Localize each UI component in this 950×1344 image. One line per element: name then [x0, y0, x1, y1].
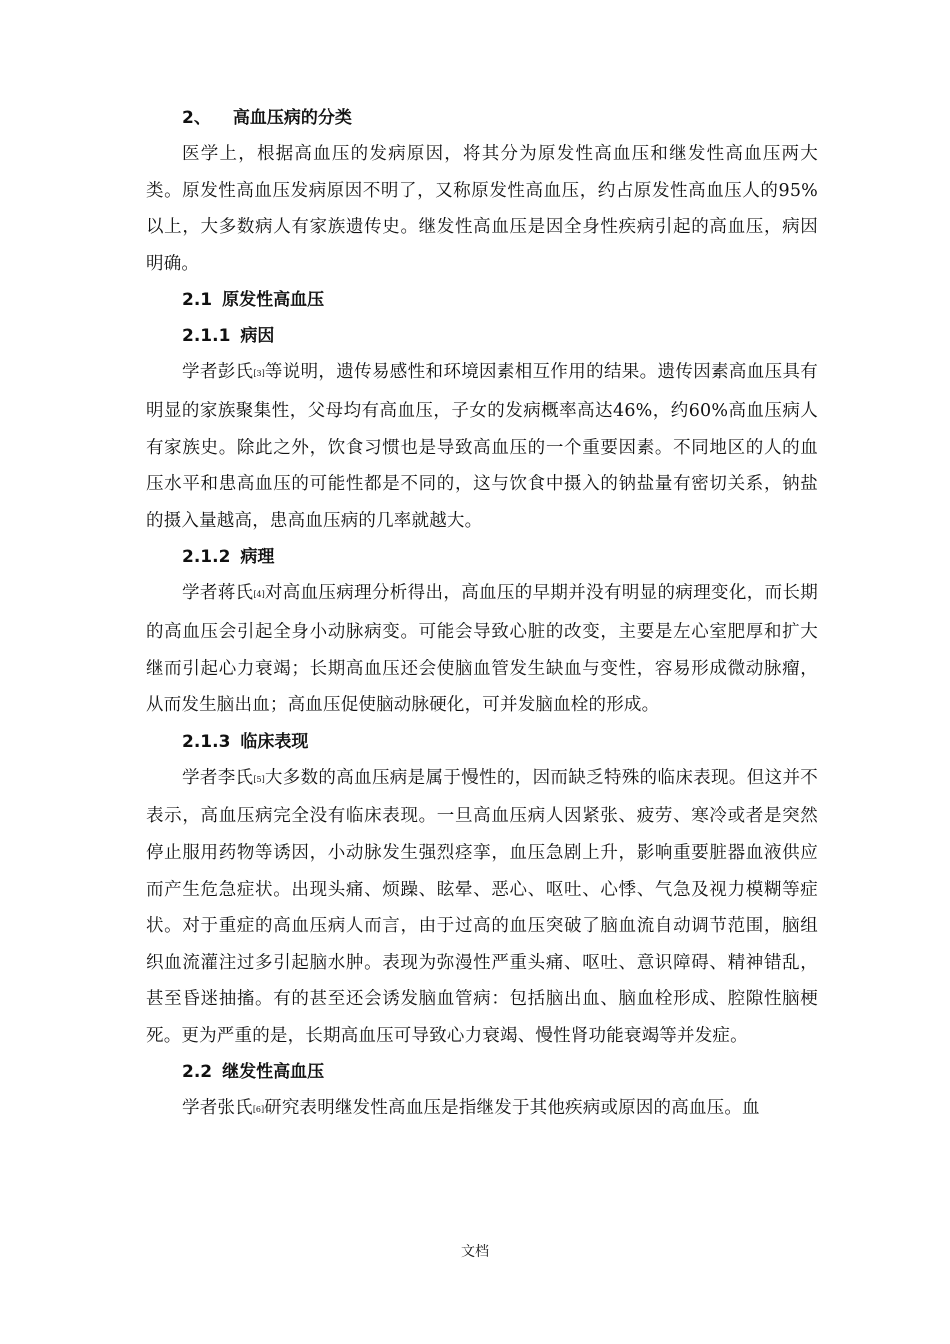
paragraph-classification: 医学上，根据高血压的发病原因，将其分为原发性高血压和继发性高血压两大类。原发性高血压发病原因不明了，又称原发性高血压，约占原发性高血压人的95%以上，大多数病人有家族遗传史。继发性高血压是因全身性疾病引起的高血压，病因明确。	[146, 144, 818, 274]
citation-ref: [5]	[253, 774, 265, 784]
paragraph-text: 等说明，遗传易感性和环境因素相互作用的结果。遗传因素高血压具有明显的家族聚集性，父母均有高血压，子女的发病概率高达46%，约60%高血压病人有家族史。除此之外，饮食习惯也是导致高血压的一个重要因素。不同地区的人的血压水平和患高血压的可能性都是不同的，这与饮食中摄入的钠盐量有密切关系，钠盐的摄入量越高，患高血压病的几率就越大。	[146, 362, 818, 531]
paragraph-etiology	[146, 354, 818, 539]
section-title: 病因	[240, 326, 275, 347]
section-title: 临床表现	[240, 731, 309, 752]
paragraph-prefix: 学者张氏	[182, 1098, 253, 1119]
document-body	[146, 100, 818, 1129]
section-heading-2-1-3	[146, 724, 818, 760]
paragraph-clinical	[146, 760, 818, 1055]
paragraph-pathology	[146, 575, 818, 723]
page-footer: 文档	[461, 1244, 489, 1260]
paragraph-secondary	[146, 1090, 818, 1129]
section-number: 2.1	[182, 290, 213, 311]
section-number: 2.2	[182, 1062, 213, 1083]
paragraph-prefix: 学者李氏	[182, 767, 254, 788]
paragraph-prefix: 学者彭氏	[182, 362, 254, 383]
section-title: 原发性高血压	[222, 290, 325, 311]
section-title: 继发性高血压	[222, 1062, 325, 1083]
section-heading-2-1-1	[146, 318, 818, 354]
citation-ref: [6]	[252, 1105, 265, 1115]
section-title: 病理	[240, 547, 275, 568]
paragraph-text: 大多数的高血压病是属于慢性的，因而缺乏特殊的临床表现。但这并不表示，高血压病完全没有临床表现。一旦高血压病人因紧张、疲劳、寒冷或者是突然停止服用药物等诱因，小动脉发生强烈痉挛，血压急剧上升，影响重要脏器血液供应而产生危急症状。出现头痛、烦躁、眩晕、恶心、呕吐、心悸、气急及视力模糊等症状。对于重症的高血压病人而言，由于过高的血压突破了脑血流自动调节范围，脑组织血流灌注过多引起脑水肿。表现为弥漫性严重头痛、呕吐、意识障碍、精神错乱，甚至昏迷抽搐。有的甚至还会诱发脑血管病：包括脑出血、脑血栓形成、腔隙性脑梗死。更为严重的是，长期高血压可导致心力衰竭、慢性肾功能衰竭等并发症。	[146, 767, 818, 1046]
section-heading-2-2	[146, 1054, 818, 1090]
section-heading-2-1	[146, 282, 818, 318]
section-title: 高血压病的分类	[232, 108, 352, 128]
paragraph-prefix: 学者蒋氏	[182, 583, 254, 604]
citation-ref: [3]	[253, 369, 265, 379]
paragraph-text: 对高血压病理分析得出，高血压的早期并没有明显的病理变化，而长期的高血压会引起全身小动脉病变。可能会导致心脏的改变，主要是左心室肥厚和扩大继而引起心力衰竭；长期高血压还会使脑血管发生缺血与变性，容易形成微动脉瘤，从而发生脑出血；高血压促使脑动脉硬化，可并发脑血栓的形成。	[146, 583, 818, 716]
section-number: 2、	[182, 108, 211, 128]
section-heading-2-1-2	[146, 539, 818, 575]
section-number: 2.1.1	[182, 326, 231, 347]
paragraph-text: 研究表明继发性高血压是指继发于其他疾病或原因的高血压。血	[264, 1098, 760, 1119]
citation-ref: [4]	[253, 590, 265, 600]
section-number: 2.1.2	[182, 547, 231, 568]
section-heading-2	[146, 100, 818, 136]
section-number: 2.1.3	[182, 731, 231, 752]
